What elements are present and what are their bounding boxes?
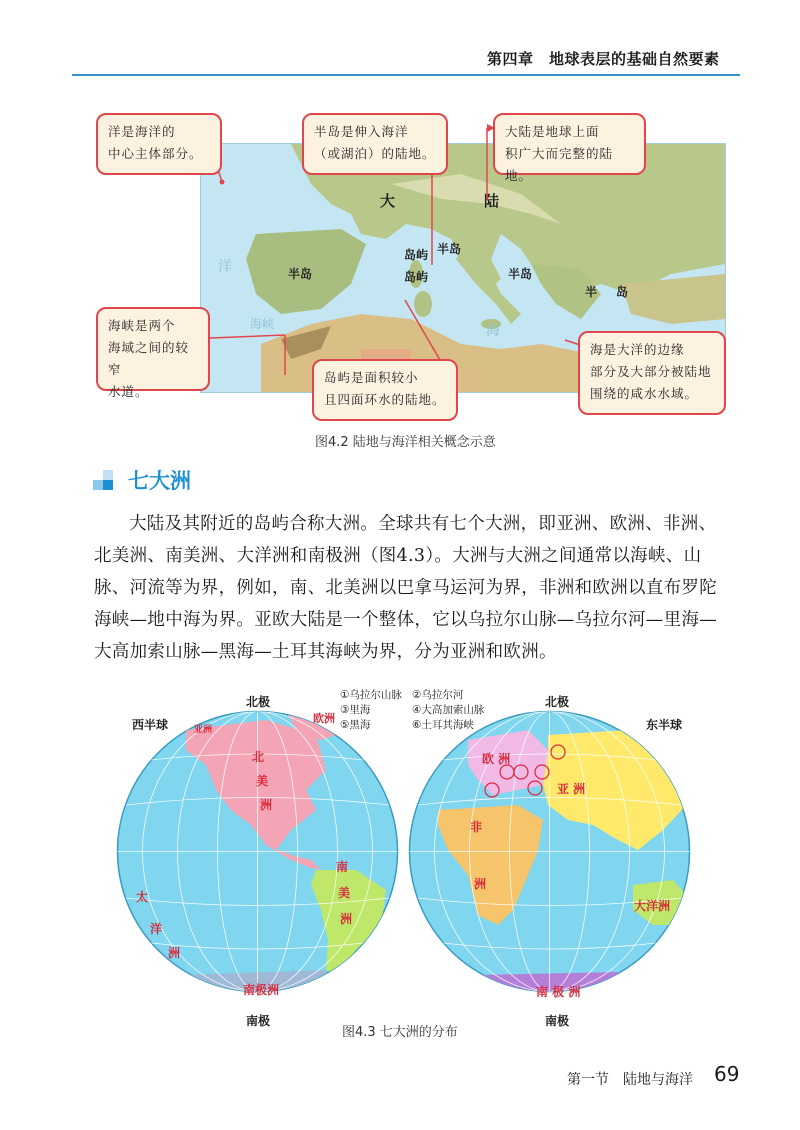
south-pole-right-label: 南极 (545, 1014, 570, 1028)
north-pole-right-label: 北极 (545, 695, 570, 709)
map-label-dao: 岛 (616, 285, 629, 299)
legend-item-6: ⑥土耳其海峡 (412, 719, 474, 731)
label-oceania-left-2: 洋 (150, 922, 163, 936)
label-north-america-1: 北 (252, 750, 265, 764)
callout-ocean-line2: 中心主体部分。 (108, 146, 203, 161)
callout-sea-line2: 部分及大部分被陆地 (590, 364, 712, 379)
legend-row (340, 718, 484, 733)
label-south-america-3: 洲 (340, 912, 353, 926)
label-oceania: 大洋洲 (634, 899, 671, 913)
label-europe: 欧 洲 (482, 752, 511, 766)
south-pole-left-label: 南极 (246, 1014, 271, 1028)
section-paragraph: 大陆及其附近的岛屿合称大洲。全球共有七个大洲，即亚洲、欧洲、非洲、北美洲、南美洲、大洋洲和南极洲（图4.3）。大洲与大洲之间通常以海峡、山脉、河流等为界，例如，南、北美洲以巴拿马运河为界，非洲和欧洲以直布罗陀海峡—地中海为界。亚欧大陆是一个整体，它以乌拉尔山脉—乌拉尔河—里海—大高加索山脉—黑海—土耳其海峡为界，分为亚洲和欧洲。 (94, 514, 717, 662)
figure-4-3-caption: 图4.3 七大洲的分布 (342, 1025, 458, 1040)
callout-continent (493, 113, 646, 183)
callout-sea (578, 331, 726, 415)
callout-sea-line3: 围绕的咸水水域。 (590, 386, 699, 401)
label-antarctica-left: 南极洲 (243, 983, 280, 997)
western-hemisphere-label: 西半球 (132, 718, 169, 732)
callout-continent-line1: 大陆是地球上面 (505, 124, 600, 139)
legend-row (340, 703, 484, 718)
map-label-daoyu-2: 岛屿 (404, 270, 429, 284)
label-europe-left: 欧洲 (313, 712, 335, 725)
map-label-bandao-balkan: 半岛 (508, 267, 533, 281)
map-label-bandao-iberia: 半岛 (288, 267, 313, 281)
footer-section: 第一节 陆地与海洋 (567, 1072, 693, 1088)
label-oceania-left-1: 太 (136, 890, 149, 904)
callout-strait (96, 307, 210, 399)
label-oceania-left-3: 洲 (168, 946, 181, 960)
legend-row (340, 688, 484, 703)
legend-item-5: ⑤黑海 (340, 719, 371, 731)
legend-item-3: ③里海 (340, 704, 371, 716)
callout-island-line2: 且四面环水的陆地。 (324, 392, 446, 407)
page-number: 69 (714, 1062, 740, 1086)
eastern-hemisphere-globe (408, 710, 691, 993)
callout-strait-line2: 海域之间的较窄 (108, 340, 190, 377)
callout-strait-line3: 水道。 (108, 384, 149, 399)
label-africa-1: 非 (470, 820, 483, 834)
map-label-da: 大 (380, 192, 396, 210)
callout-peninsula-line2: （或湖泊）的陆地。 (314, 146, 436, 161)
legend-item-1: ①乌拉尔山脉 (340, 689, 402, 701)
chapter-header: 第四章 地球表层的基础自然要素 (487, 50, 720, 68)
map-label-ban: 半 (585, 285, 598, 299)
callout-peninsula (302, 113, 448, 175)
map-label-yang: 洋 (218, 259, 232, 275)
label-antarctica-right: 南 极 洲 (536, 985, 581, 999)
section-title: 七大洲 (128, 469, 191, 493)
boundary-legend (340, 688, 484, 733)
callout-sea-line1: 海是大洋的边缘 (590, 342, 685, 357)
label-asia: 亚 洲 (557, 782, 586, 796)
callout-continent-line2: 积广大而完整的陆地。 (505, 146, 614, 183)
legend-item-4: ④大高加索山脉 (412, 704, 485, 716)
callout-peninsula-line1: 半岛是伸入海洋 (314, 124, 409, 139)
map-label-lu: 陆 (484, 192, 500, 210)
callout-island-line1: 岛屿是面积较小 (324, 370, 419, 385)
figure-4-2-caption: 图4.2 陆地与海洋相关概念示意 (315, 435, 496, 450)
label-north-america-2: 美 (256, 774, 269, 788)
section-bullet-icon (93, 470, 113, 490)
label-north-america-3: 洲 (260, 798, 273, 812)
callout-ocean-line1: 洋是海洋的 (108, 124, 176, 139)
north-pole-left-label: 北极 (246, 695, 271, 709)
callout-strait-line1: 海峡是两个 (108, 318, 176, 333)
callout-island (312, 359, 458, 421)
label-south-america-1: 南 (336, 860, 349, 874)
map-label-haixia: 海峡 (250, 317, 275, 331)
map-label-daoyu-1: 岛屿 (404, 248, 429, 262)
label-africa-2: 洲 (474, 877, 487, 891)
label-south-america-2: 美 (338, 886, 351, 900)
callout-ocean (96, 113, 222, 175)
map-label-bandao-italy: 半岛 (437, 242, 462, 256)
label-asia-left: 亚洲 (194, 725, 213, 735)
eastern-hemisphere-label: 东半球 (646, 718, 683, 732)
legend-item-2: ②乌拉尔河 (412, 689, 464, 701)
map-label-hai: 海 (486, 323, 500, 339)
